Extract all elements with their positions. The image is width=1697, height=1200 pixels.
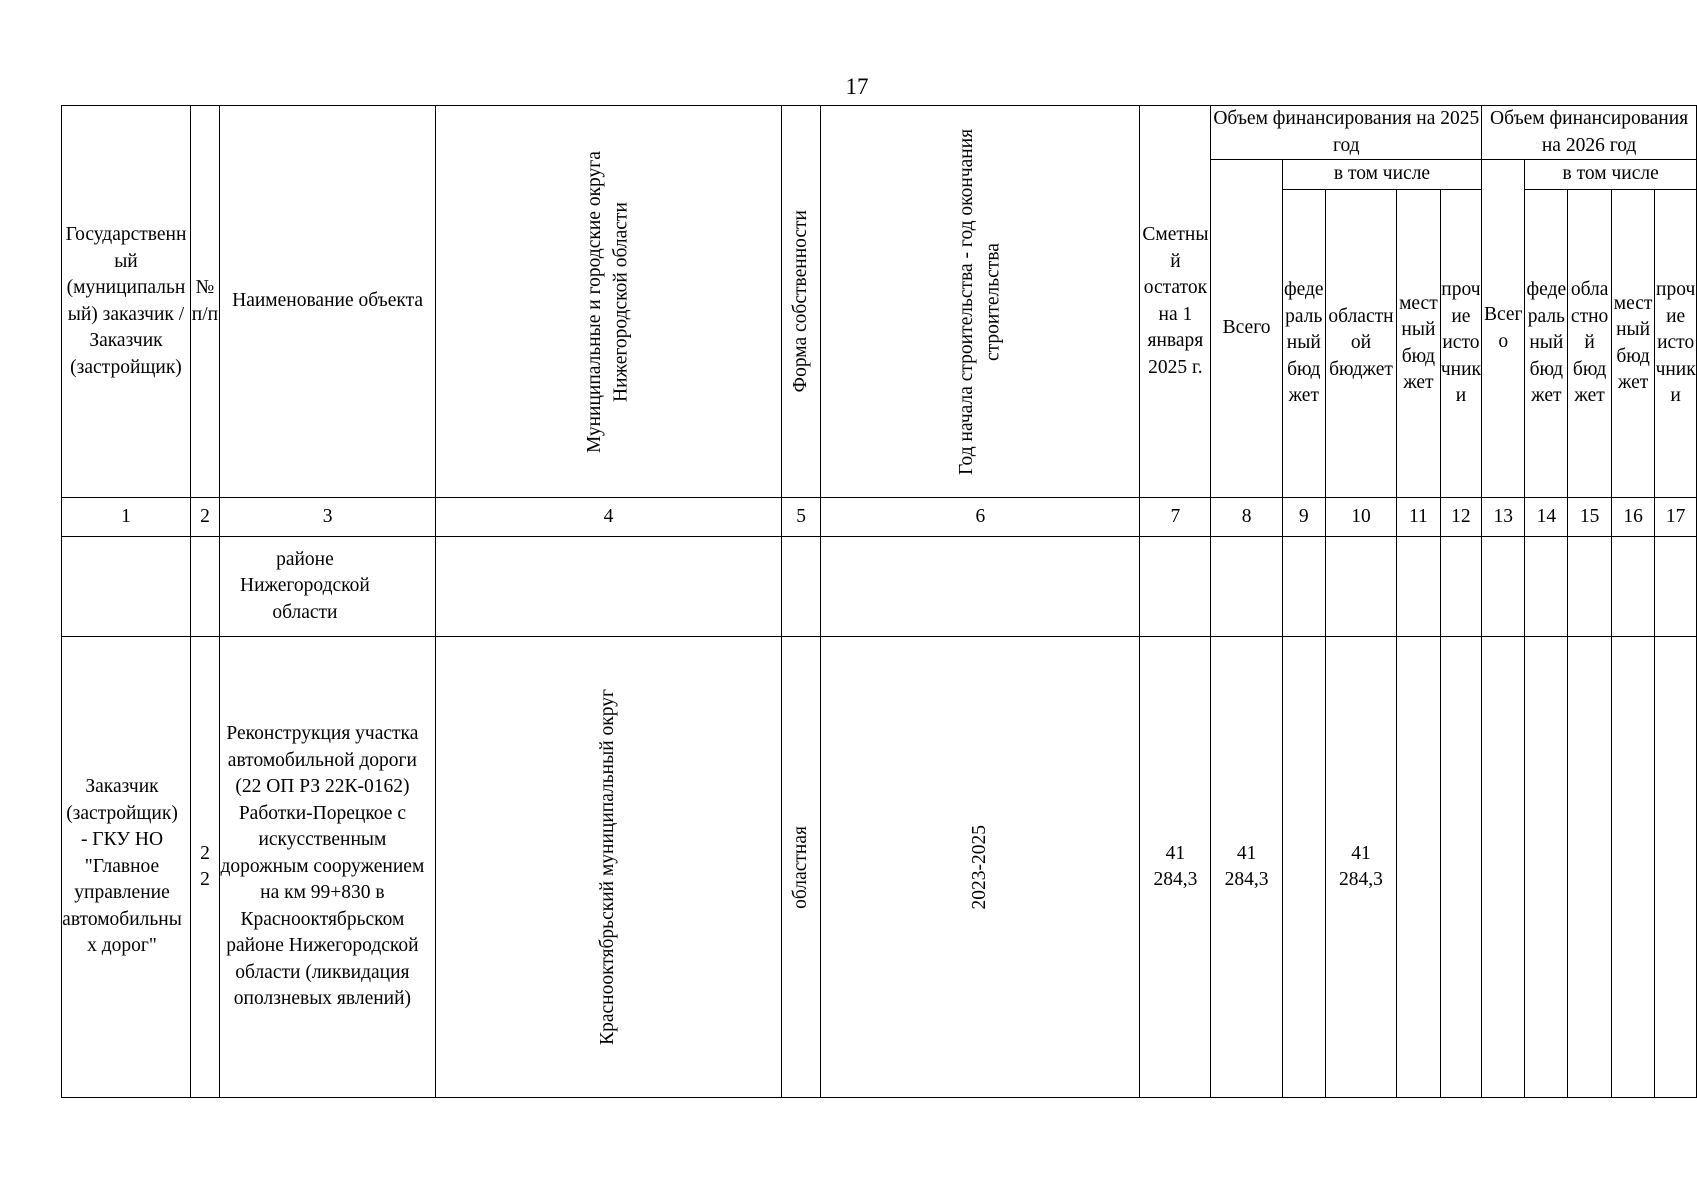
cell-2025-total: 41 284,3 <box>1211 637 1282 1098</box>
header-remaining: Сметный остаток на 1 января 2025 г. <box>1140 106 1211 498</box>
cell-ownership <box>781 537 821 637</box>
cell-num: 22 <box>190 637 219 1098</box>
header-2025-regional: областной бюджет <box>1325 190 1396 498</box>
column-number: 6 <box>821 498 1140 537</box>
cell-2025-federal <box>1282 537 1325 637</box>
header-financing-2025: Объем финансирования на 2025 год <box>1211 106 1482 160</box>
header-num: № п/п <box>190 106 219 498</box>
column-number: 1 <box>62 498 191 537</box>
header-2025-total: Всего <box>1211 160 1282 498</box>
column-number: 15 <box>1568 498 1611 537</box>
column-number: 4 <box>436 498 782 537</box>
cell-2026-local <box>1611 537 1654 637</box>
header-2026-other: прочие источники <box>1655 190 1697 498</box>
cell-2026-federal <box>1525 537 1568 637</box>
header-customer: Государственный (муниципальный) заказчик / Заказчик (застройщик) <box>62 106 191 498</box>
cell-2026-total <box>1482 537 1525 637</box>
column-number: 3 <box>219 498 435 537</box>
cell-2025-federal <box>1282 637 1325 1098</box>
header-2026-including: в том числе <box>1525 160 1697 190</box>
cell-2026-federal <box>1525 637 1568 1098</box>
cell-2026-other <box>1655 537 1697 637</box>
header-row <box>62 106 1697 160</box>
column-number: 17 <box>1655 498 1697 537</box>
column-numbers-row <box>62 498 1697 537</box>
cell-2026-local <box>1611 637 1654 1098</box>
column-number: 8 <box>1211 498 1282 537</box>
column-number: 10 <box>1325 498 1396 537</box>
cell-2025-other <box>1440 637 1482 1098</box>
cell-2025-regional <box>1325 537 1396 637</box>
column-number: 13 <box>1482 498 1525 537</box>
header-2026-total: Всего <box>1482 160 1525 498</box>
cell-2025-regional: 41 284,3 <box>1325 637 1396 1098</box>
cell-municipality <box>436 537 782 637</box>
header-municipality: Муниципальные и городские округа Нижегородской области <box>436 106 782 498</box>
column-number: 12 <box>1440 498 1482 537</box>
table-row <box>62 537 1697 637</box>
cell-remaining: 41 284,3 <box>1140 637 1211 1098</box>
header-financing-2026: Объем финансирования на 2026 год <box>1482 106 1697 160</box>
column-number: 5 <box>781 498 821 537</box>
cell-customer <box>62 537 191 637</box>
cell-2025-local <box>1397 637 1440 1098</box>
cell-municipality: Краснооктябрьский муниципальный округ <box>436 637 782 1098</box>
cell-2025-total <box>1211 537 1282 637</box>
column-number: 9 <box>1282 498 1325 537</box>
cell-years: 2023-2025 <box>821 637 1140 1098</box>
cell-2026-total <box>1482 637 1525 1098</box>
column-number: 16 <box>1611 498 1654 537</box>
cell-2025-other <box>1440 537 1482 637</box>
cell-2026-other <box>1655 637 1697 1098</box>
header-ownership: Форма собственности <box>781 106 821 498</box>
cell-ownership: областная <box>781 637 821 1098</box>
cell-customer: Заказчик (застройщик) - ГКУ НО "Главное управление автомобильных дорог" <box>62 637 191 1098</box>
cell-2026-regional <box>1568 537 1611 637</box>
header-years: Год начала строительства - год окончания строительства <box>821 106 1140 498</box>
header-2025-including: в том числе <box>1282 160 1481 190</box>
column-number: 7 <box>1140 498 1211 537</box>
column-number: 14 <box>1525 498 1568 537</box>
header-object-name: Наименование объекта <box>219 106 435 498</box>
cell-2026-regional <box>1568 637 1611 1098</box>
header-2026-local: местный бюджет <box>1611 190 1654 498</box>
table-row <box>62 637 1697 1098</box>
page-number: 17 <box>845 74 869 99</box>
column-number: 11 <box>1397 498 1440 537</box>
cell-remaining <box>1140 537 1211 637</box>
header-2025-federal: федеральный бюджет <box>1282 190 1325 498</box>
cell-2025-local <box>1397 537 1440 637</box>
header-2026-federal: федеральный бюджет <box>1525 190 1568 498</box>
column-number: 2 <box>190 498 219 537</box>
cell-years <box>821 537 1140 637</box>
cell-object-name: районе Нижегородской области <box>219 537 435 637</box>
cell-object-name: Реконструкция участка автомобильной дороги (22 ОП РЗ 22К-0162) Работки-Порецкое с искусственным дорожным сооружением на км 99+830 в Краснооктябрьском районе Нижегородской области (ликвидация оползневых явлений) <box>219 637 435 1098</box>
header-2025-other: прочие источники <box>1440 190 1482 498</box>
header-2026-regional: областной бюджет <box>1568 190 1611 498</box>
cell-num <box>190 537 219 637</box>
header-2025-local: местный бюджет <box>1397 190 1440 498</box>
financing-table <box>61 105 1697 1098</box>
